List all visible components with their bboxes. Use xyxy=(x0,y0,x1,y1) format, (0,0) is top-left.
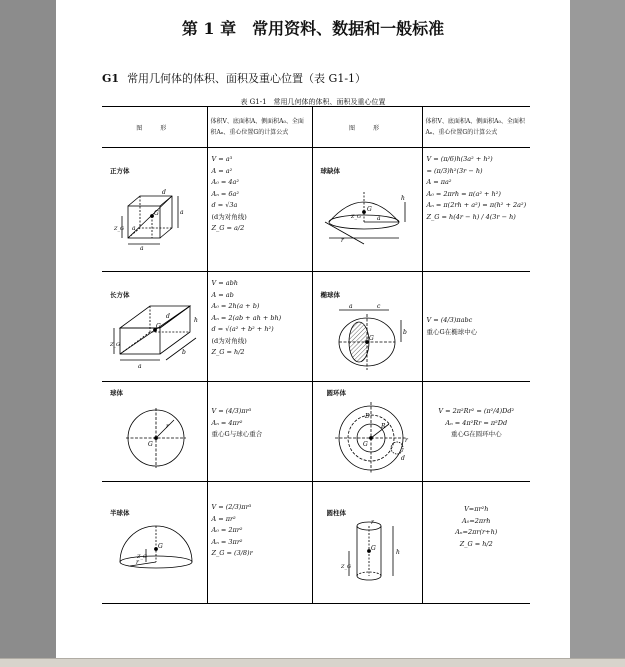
ellipsoid-figure xyxy=(327,302,407,374)
hemisphere-label-g: G xyxy=(158,543,163,550)
segment-label-r: r xyxy=(340,237,344,244)
figure-cell-hemisphere xyxy=(102,482,207,604)
cube-label-a-bottom: a xyxy=(140,245,144,252)
formula-line: A₀ = 2πrh = π(a² + h²) xyxy=(426,189,501,198)
header-figure-right: 图 形 xyxy=(312,107,422,148)
formula-line: = (π/3)h²(3r − h) xyxy=(426,166,483,175)
formula-line: A = ab xyxy=(211,290,234,299)
box-label-a: a xyxy=(138,363,142,370)
formula-line: 重心G在椭球中心 xyxy=(426,327,478,336)
hemisphere-figure xyxy=(110,518,202,578)
formula-line: d = √3a xyxy=(211,201,238,209)
figure-cell-sphere xyxy=(102,382,207,482)
formula-line: (d为对角线) xyxy=(211,212,247,221)
box-label-g: G xyxy=(156,323,161,330)
formula-line: Aₙ = 4πr² xyxy=(211,418,243,427)
formula-line: A₀ = 4a² xyxy=(211,178,239,186)
formula-line: A = a² xyxy=(211,166,233,175)
formula-line: Z_G = (3/8)r xyxy=(211,549,253,557)
torus-label-r-large: R xyxy=(380,423,386,430)
formula-line: Aₙ = π(2rh + a²) = π(h² + 2a²) xyxy=(426,201,527,209)
geometry-table xyxy=(102,106,530,604)
figure-cell-ellipsoid xyxy=(312,272,422,382)
table-header-row xyxy=(102,107,530,148)
section-title: 常用几何体的体积、面积及重心位置（表 G1-1） xyxy=(127,72,367,85)
formula-cell-cylinder xyxy=(422,482,530,604)
cube-label-d: d xyxy=(162,189,166,196)
cube-figure xyxy=(112,182,192,252)
torus-figure xyxy=(331,398,415,478)
shape-name-sphere: 球体 xyxy=(110,389,123,397)
formula-line: A₀ = 2h(a + b) xyxy=(211,302,260,310)
formula-line: Aₙ = 3πr² xyxy=(211,537,243,546)
torus-label-d-small: d xyxy=(400,455,405,462)
document-page xyxy=(56,0,570,660)
box-label-zg: Z_G xyxy=(110,342,120,348)
shape-name-segment: 球缺体 xyxy=(320,167,340,175)
segment-label-a: a xyxy=(376,215,381,222)
cylinder-label-zg: Z_G xyxy=(340,564,351,570)
formula-line: A₀ = 2πr² xyxy=(211,526,243,534)
viewer-background-right xyxy=(570,0,625,660)
formula-cell-sphere xyxy=(207,382,312,482)
shape-name-cylinder: 圆柱体 xyxy=(326,509,346,517)
table-row xyxy=(102,272,530,382)
ellipsoid-label-c: c xyxy=(376,303,380,310)
figure-cell-box xyxy=(102,272,207,382)
cube-label-g: G xyxy=(154,210,159,217)
formula-line: V = abh xyxy=(211,279,238,287)
segment-figure xyxy=(319,182,409,252)
formula-line: Z_G = h/2 xyxy=(459,539,493,548)
shape-name-box: 长方体 xyxy=(110,291,130,299)
formula-line: Aₙ = 4π²Rr = π²Dd xyxy=(445,418,508,427)
formula-cell-box xyxy=(207,272,312,382)
segment-label-zg: Z_G xyxy=(350,214,361,220)
formula-line: Z_G = h(4r − h) / 4(3r − h) xyxy=(426,212,516,221)
formula-line: Z_G = a/2 xyxy=(211,224,245,232)
torus-label-d-large: D xyxy=(364,413,370,420)
shape-name-cube: 正方体 xyxy=(110,167,130,175)
formula-line: V = (4/3)πabc xyxy=(426,316,473,324)
torus-label-g: G xyxy=(362,441,368,448)
formula-cell-cube xyxy=(207,148,312,272)
formula-line: A = πr² xyxy=(211,514,236,523)
box-label-d: d xyxy=(166,313,170,320)
formula-cell-ellipsoid xyxy=(422,272,530,382)
ellipsoid-label-a: a xyxy=(348,303,353,310)
header-formula-right: 体积V、底面积A、侧面积A₀、全面积Aₙ、重心位置G的计算公式 xyxy=(422,107,530,148)
formula-line: 重心G与球心重合 xyxy=(211,430,263,438)
figure-cell-cube xyxy=(102,148,207,272)
shape-name-hemisphere: 半球体 xyxy=(110,509,130,517)
figure-cell-segment xyxy=(312,148,422,272)
cube-label-a-right: a xyxy=(180,209,184,216)
formula-line: Aₙ = 6a² xyxy=(211,189,240,198)
segment-label-g: G xyxy=(366,206,372,213)
cube-label-a-front: a xyxy=(132,225,136,232)
cube-label-zg: Z_G xyxy=(114,226,124,232)
figure-cell-torus xyxy=(312,382,422,482)
table-row xyxy=(102,482,530,604)
ellipsoid-label-g: G xyxy=(368,335,374,342)
formula-line: V = a³ xyxy=(211,155,233,163)
shape-name-torus: 圆环体 xyxy=(326,389,346,397)
formula-line: Aₙ=2πr(r+h) xyxy=(455,528,498,536)
formula-line: 重心G在圆环中心 xyxy=(450,430,502,438)
shape-name-ellipsoid: 椭球体 xyxy=(320,291,340,299)
formula-line: V = (4/3)πr³ xyxy=(211,407,252,415)
ellipsoid-label-b: b xyxy=(402,329,407,336)
formula-cell-hemisphere xyxy=(207,482,312,604)
formula-line: (d为对角线) xyxy=(211,336,247,345)
torus-label-r-small: r xyxy=(404,437,408,444)
figure-cell-cylinder xyxy=(312,482,422,604)
segment-label-h: h xyxy=(400,195,405,202)
cylinder-figure xyxy=(341,518,411,588)
box-label-b: b xyxy=(182,349,186,356)
formula-line: V = (2/3)πr³ xyxy=(211,503,252,511)
header-figure-left: 图 形 xyxy=(102,107,207,148)
formula-line: Aₙ = 2(ab + ah + bh) xyxy=(211,313,282,322)
sphere-label-r: r xyxy=(166,423,169,430)
formula-cell-torus xyxy=(422,382,530,482)
cylinder-label-g: G xyxy=(370,545,376,552)
table-row xyxy=(102,148,530,272)
formula-line: Z_G = h/2 xyxy=(211,348,245,356)
formula-line: d = √(a² + b² + h²) xyxy=(211,325,274,333)
formula-line: V = (π/6)h(3a² + h²) xyxy=(426,155,493,163)
table-row xyxy=(102,382,530,482)
header-formula-left: 体积V、底面积A、侧面积A₀、全面积Aₙ、重心位置G的计算公式 xyxy=(207,107,312,148)
section-heading xyxy=(102,70,366,86)
formula-cell-segment xyxy=(422,148,530,272)
hemisphere-label-zg: Z_G xyxy=(137,554,147,560)
sphere-label-g: G xyxy=(148,441,153,448)
sphere-figure xyxy=(116,400,196,476)
cylinder-label-h: h xyxy=(395,549,400,556)
formula-line: A₀=2πrh xyxy=(462,516,491,525)
formula-line: V=πr²h xyxy=(464,505,489,513)
table-caption: 表 G1-1 常用几何体的体积、面积及重心位置 xyxy=(240,98,386,106)
box-figure xyxy=(110,298,200,370)
formula-line: A = πa² xyxy=(426,178,452,186)
formula-line: V = 2π²Rr² = (π²/4)Dd² xyxy=(438,407,515,415)
box-label-h: h xyxy=(194,317,198,324)
cylinder-label-r: r xyxy=(370,519,374,526)
chapter-title: 第 1 章 常用资料、数据和一般标准 xyxy=(181,19,445,38)
hemisphere-label-r: r xyxy=(136,559,139,566)
section-number: G1 xyxy=(102,72,120,85)
